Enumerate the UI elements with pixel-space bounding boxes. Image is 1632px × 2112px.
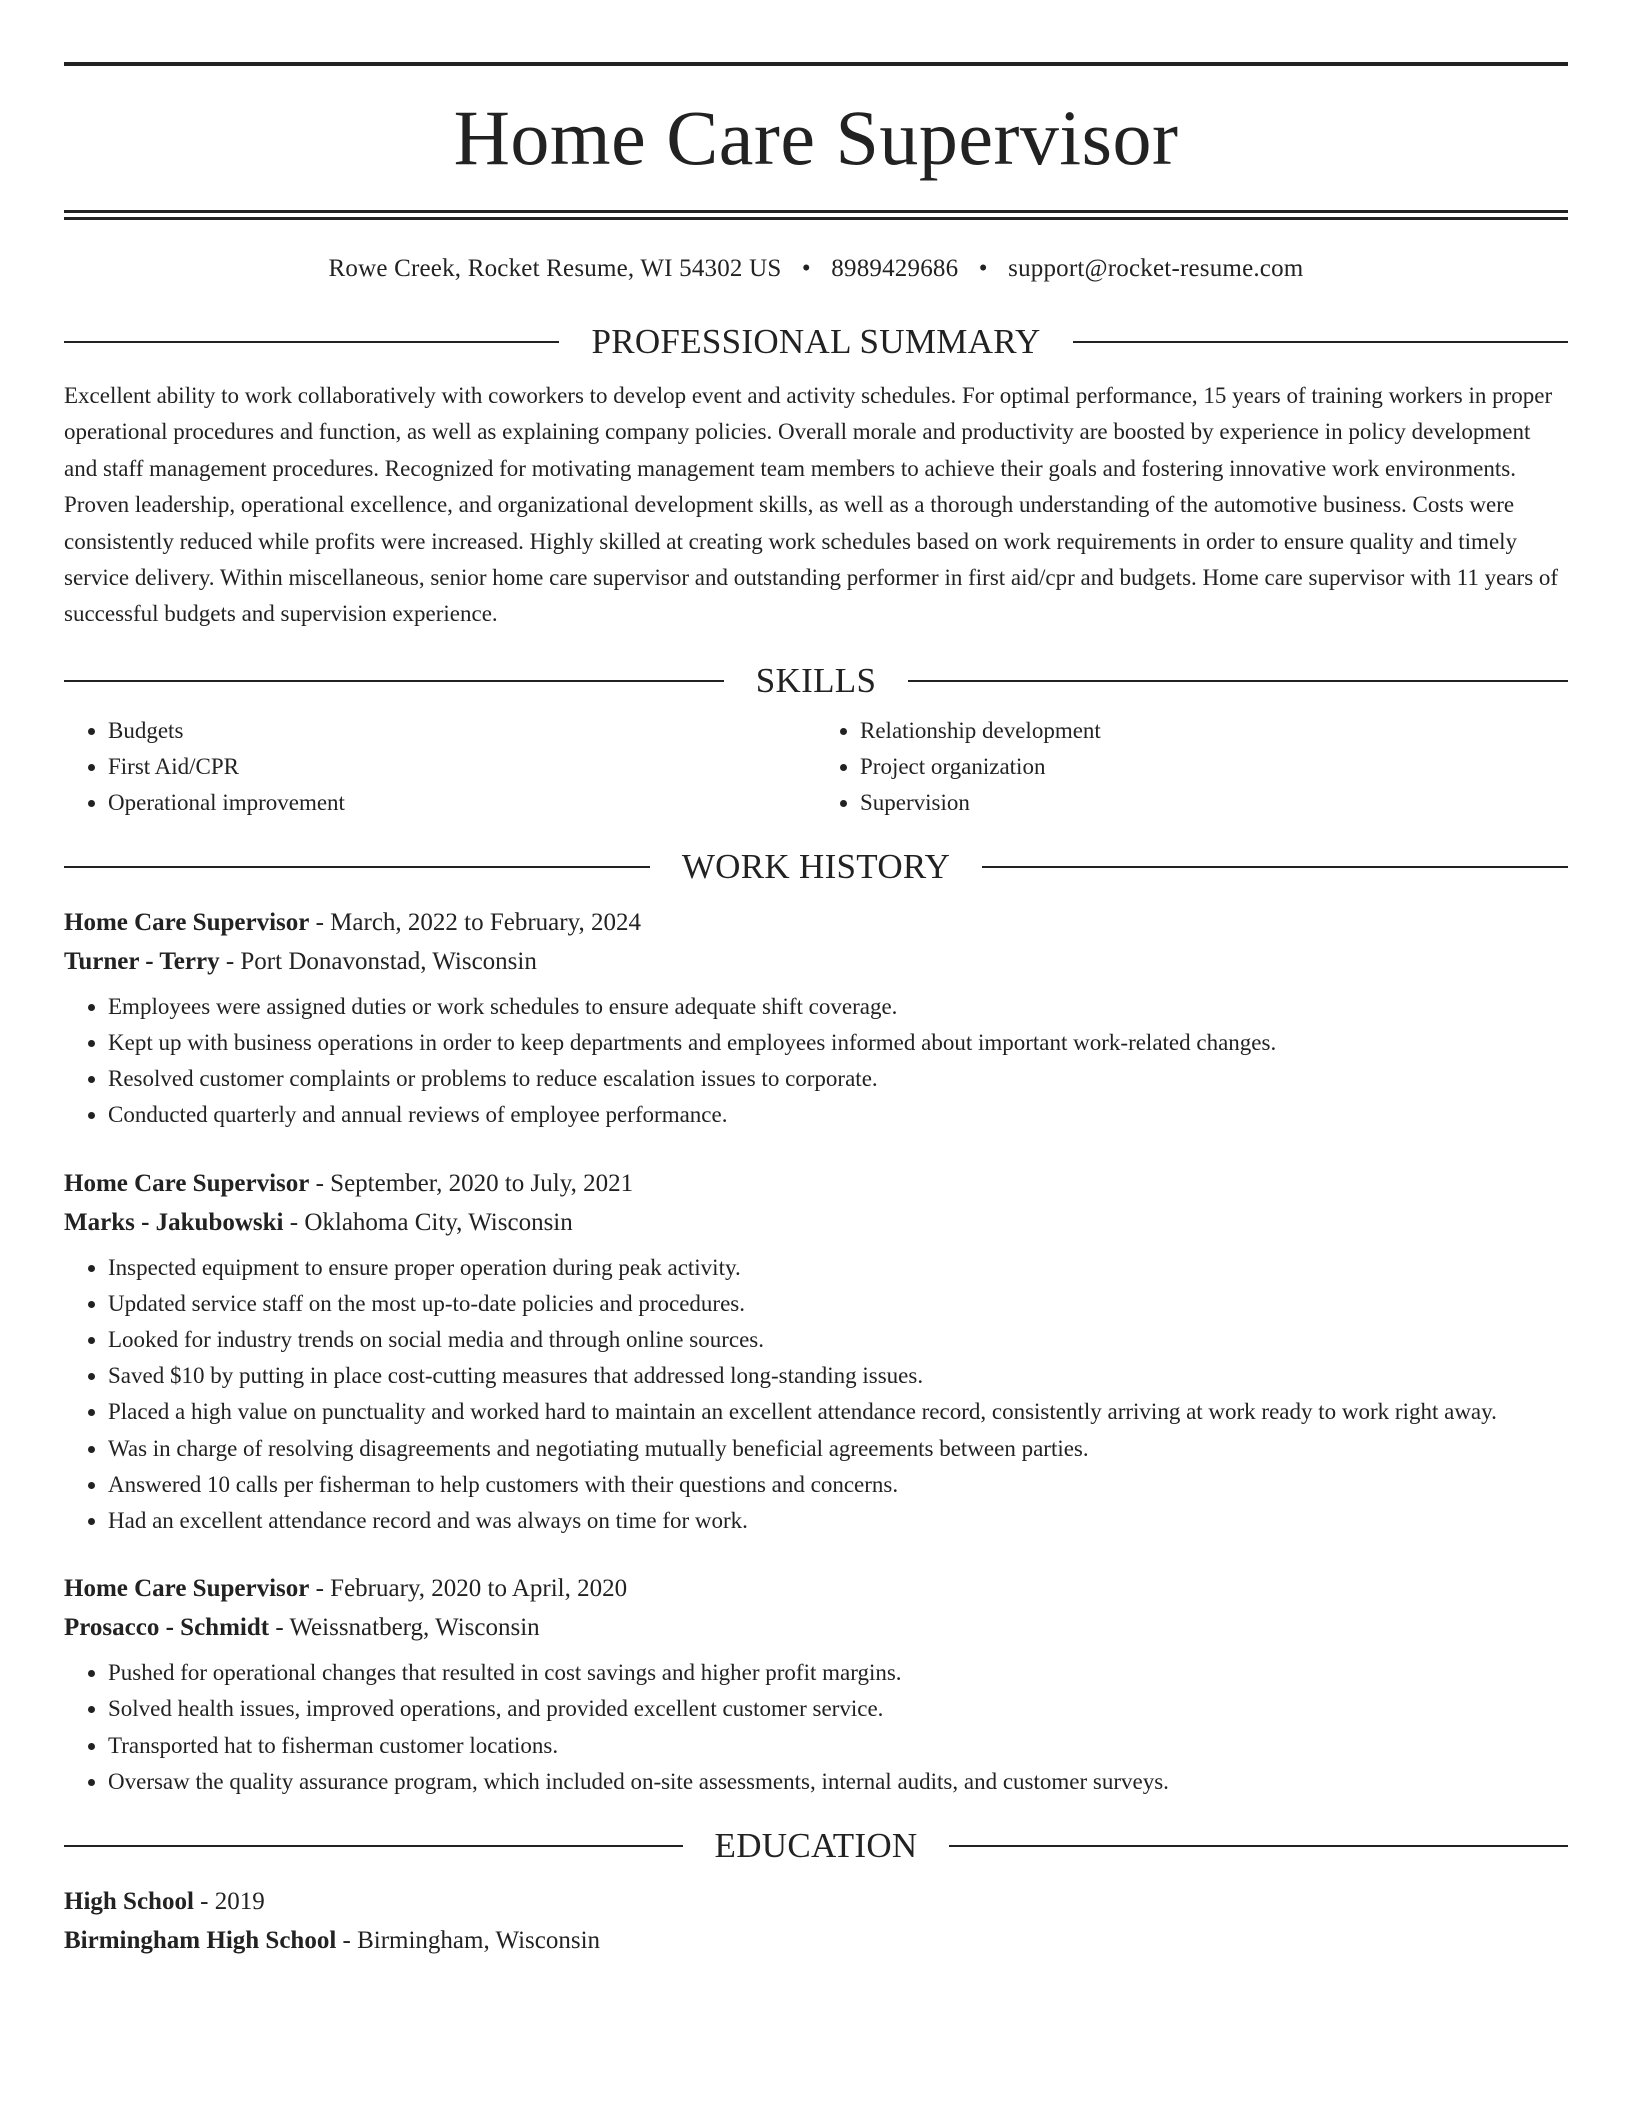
summary-text: Excellent ability to work collaboratively with coworkers to develop event and activity schedules. For optimal performance, 15 years of training workers in proper operational procedures and function, as well as explaining company policies. Overall morale and productivity are boosted by experience in policy development and staff management procedures. Recognized for motivating management team members to achieve their goals and fostering innovative work environments. Proven leadership, operational excellence, and organizational development skills, as well as a thorough understanding of the automotive business. Costs were consistently reduced while profits were increased. Highly skilled at creating work schedules based on work requirements in order to ensure quality and timely service delivery. Within miscellaneous, senior home care supervisor and outstanding performer in first aid/cpr and budgets. Home care supervisor with 11 years of successful budgets and supervision experience. — [64, 383, 1559, 627]
job-location: - Oklahoma City, Wisconsin — [283, 1208, 573, 1236]
summary-heading-label: PROFESSIONAL SUMMARY — [591, 322, 1041, 361]
job-company: Prosacco - Schmidt — [64, 1614, 270, 1642]
bullet-separator-icon: • — [978, 255, 988, 282]
job-title: Home Care Supervisor — [64, 1575, 310, 1603]
heading-rule-left — [64, 1845, 683, 1847]
title-double-rule — [64, 210, 1568, 220]
skill-item: • Supervision — [860, 785, 1568, 821]
list-item: • Had an excellent attendance record and was always on time for work. — [108, 1503, 1568, 1539]
job-company-line — [64, 1203, 1568, 1242]
skills-list-right — [816, 713, 1568, 821]
job-entry — [64, 903, 1568, 1134]
list-item: • Placed a high value on punctuality and worked hard to maintain an excellent attendance record, consistently arriving at work ready to work right away. — [108, 1394, 1568, 1430]
heading-rule-right — [949, 1845, 1568, 1847]
education-year: - 2019 — [193, 1888, 265, 1916]
education-school-line — [64, 1921, 1568, 1960]
skill-item: • Budgets — [108, 713, 816, 749]
job-bullets — [64, 1250, 1568, 1540]
skills-columns — [64, 713, 1568, 821]
job-company-line — [64, 1608, 1568, 1647]
job-entry — [64, 1569, 1568, 1800]
skill-item: • First Aid/CPR — [108, 749, 816, 785]
education-school: Birmingham High School — [64, 1927, 337, 1955]
list-item: • Oversaw the quality assurance program, which included on-site assessments, internal audits, and customer surveys. — [108, 1764, 1568, 1800]
list-item: • Kept up with business operations in order to keep departments and employees informed about important work-related changes. — [108, 1025, 1568, 1061]
education-entry — [64, 1882, 1568, 1960]
job-location: - Port Donavonstad, Wisconsin — [219, 947, 537, 975]
skills-heading-label: SKILLS — [755, 660, 877, 700]
heading-rule-right — [982, 866, 1568, 868]
skill-item: • Project organization — [860, 749, 1568, 785]
list-item: • Transported hat to fisherman customer locations. — [108, 1728, 1568, 1764]
job-dates: - March, 2022 to February, 2024 — [309, 908, 641, 936]
contact-phone: 8989429686 — [831, 255, 959, 282]
job-bullets — [64, 989, 1568, 1134]
job-company: Marks - Jakubowski — [64, 1208, 284, 1236]
heading-rule-right — [908, 680, 1568, 682]
list-item: • Inspected equipment to ensure proper operation during peak activity. — [108, 1250, 1568, 1286]
summary-heading — [64, 320, 1568, 364]
education-heading-label: EDUCATION — [714, 1826, 918, 1866]
job-dates: - February, 2020 to April, 2020 — [309, 1575, 628, 1603]
list-item: • Solved health issues, improved operations, and provided excellent customer service. — [108, 1691, 1568, 1727]
education-heading — [64, 1824, 1568, 1868]
page-title: Home Care Supervisor — [453, 94, 1179, 181]
job-company-line — [64, 942, 1568, 981]
heading-rule-left — [64, 866, 650, 868]
contact-email: support@rocket-resume.com — [1008, 255, 1304, 282]
heading-rule-right — [1073, 341, 1568, 343]
job-bullets — [64, 1655, 1568, 1800]
bullet-separator-icon: • — [801, 255, 811, 282]
skills-list-left — [64, 713, 816, 821]
list-item: • Pushed for operational changes that resulted in cost savings and higher profit margins. — [108, 1655, 1568, 1691]
list-item: • Conducted quarterly and annual reviews of employee performance. — [108, 1097, 1568, 1133]
job-title-line — [64, 903, 1568, 942]
top-rule — [64, 62, 1568, 66]
work-heading-label: WORK HISTORY — [681, 846, 951, 886]
list-item: • Was in charge of resolving disagreements and negotiating mutually beneficial agreements between parties. — [108, 1431, 1568, 1467]
job-company: Turner - Terry — [64, 947, 220, 975]
contact-line — [64, 252, 1568, 286]
job-title: Home Care Supervisor — [64, 908, 310, 936]
job-entry — [64, 1164, 1568, 1540]
list-item: • Looked for industry trends on social media and through online sources. — [108, 1322, 1568, 1358]
job-location: - Weissnatberg, Wisconsin — [269, 1614, 540, 1642]
skill-item: • Operational improvement — [108, 785, 816, 821]
list-item: • Answered 10 calls per fisherman to help customers with their questions and concerns. — [108, 1467, 1568, 1503]
heading-rule-left — [64, 680, 724, 682]
job-dates: - September, 2020 to July, 2021 — [309, 1169, 634, 1197]
skills-heading — [64, 659, 1568, 703]
heading-rule-left — [64, 341, 559, 343]
education-degree-line — [64, 1882, 1568, 1921]
contact-address: Rowe Creek, Rocket Resume, WI 54302 US — [328, 255, 782, 282]
skill-item: • Relationship development — [860, 713, 1568, 749]
job-title: Home Care Supervisor — [64, 1169, 310, 1197]
job-title-line — [64, 1164, 1568, 1203]
job-title-line — [64, 1569, 1568, 1608]
work-heading — [64, 845, 1568, 889]
list-item: • Updated service staff on the most up-to-date policies and procedures. — [108, 1286, 1568, 1322]
list-item: • Saved $10 by putting in place cost-cutting measures that addressed long-standing issues. — [108, 1358, 1568, 1394]
education-degree: High School — [64, 1888, 194, 1916]
list-item: • Resolved customer complaints or problems to reduce escalation issues to corporate. — [108, 1061, 1568, 1097]
education-location: - Birmingham, Wisconsin — [336, 1927, 601, 1955]
list-item: • Employees were assigned duties or work schedules to ensure adequate shift coverage. — [108, 989, 1568, 1025]
